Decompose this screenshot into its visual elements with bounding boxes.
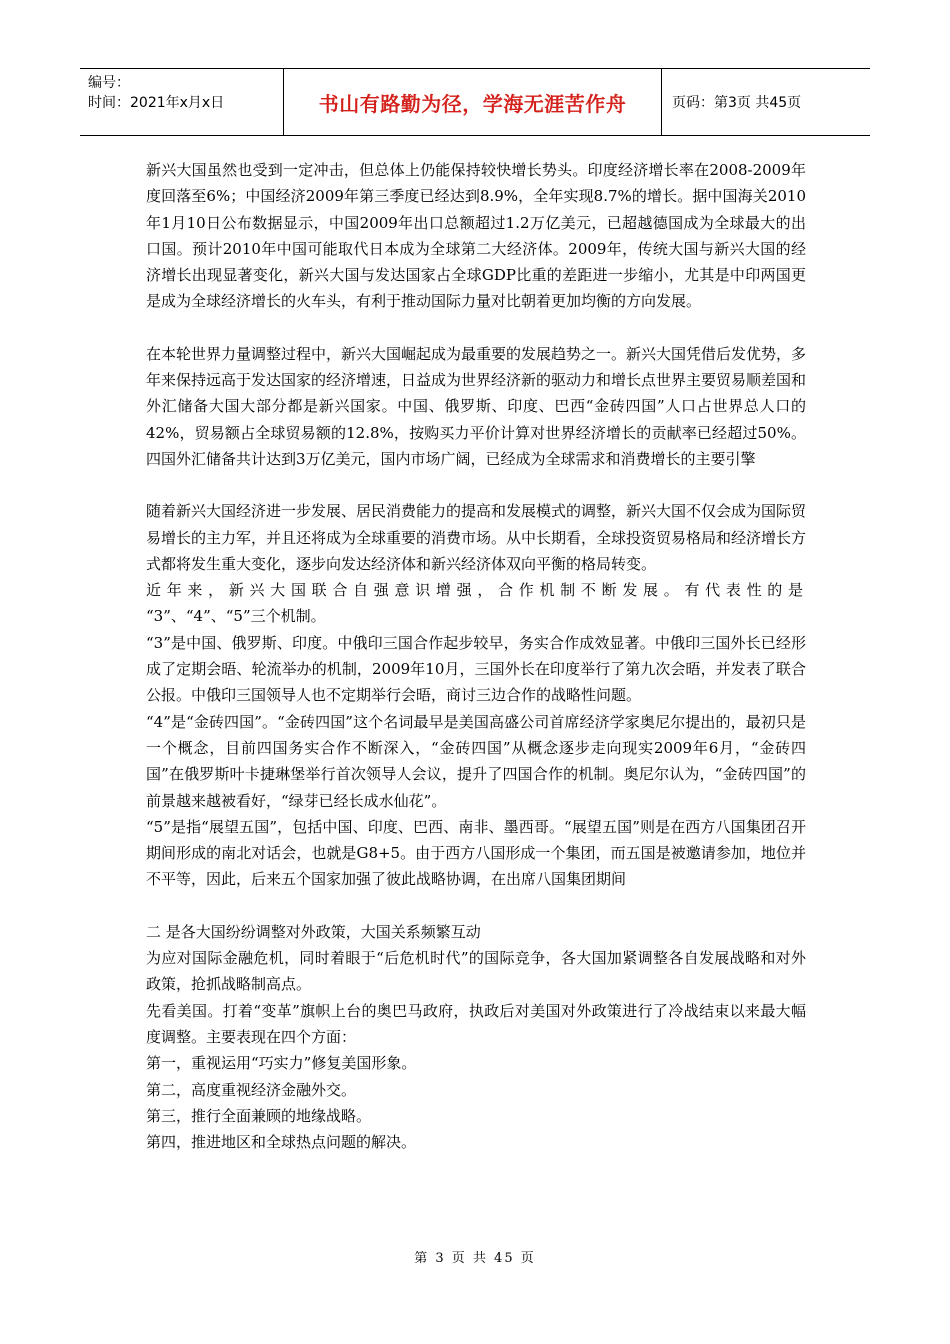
paragraph: “5”是指“展望五国”，包括中国、印度、巴西、南非、墨西哥。“展望五国”则是在西方八国集团召开期间形成的南北对话会，也就是G8+5。由于西方八国形成一个集团，而五国是被邀请参加，地位并不平等，因此，后来五个国家加强了彼此战略协调，在出席八国集团期间 (146, 817, 806, 889)
paragraph: 为应对国际金融危机，同时着眼于“后危机时代”的国际竞争，各大国加紧调整各自发展战略和对外政策，抢抓战略制高点。 (146, 949, 806, 994)
paragraph: “3”、“4”、“5”三个机制。 (146, 607, 326, 626)
header-page-info: 页码：第3页 共45页 (672, 95, 802, 111)
header-meta-cell (80, 69, 284, 135)
list-item: 第一，重视运用“巧实力”修复美国形象。 (146, 1054, 417, 1073)
list-item: 第二，高度重视经济金融外交。 (146, 1080, 357, 1099)
paragraph: “4”是“金砖四国”。“金砖四国”这个名词最早是美国高盛公司首席经济学家奥尼尔提出的，最初只是一个概念，目前四国务实合作不断深入，“金砖四国”从概念逐步走向现实2009年6月，“金砖四国”在俄罗斯叶卡捷琳堡举行首次领导人会议，提升了四国合作的机制。奥尼尔认为，“金砖四国”的前景越来越被看好，“绿芽已经长成水仙花”。 (146, 712, 806, 810)
paragraph: 随着新兴大国经济进一步发展、居民消费能力的提高和发展模式的调整，新兴大国不仅会成为国际贸易增长的主力军，并且还将成为全球重要的消费市场。从中长期看，全球投资贸易格局和经济增长方式都将发生重大变化，逐步向发达经济体和新兴经济体双向平衡的格局转变。 (146, 502, 807, 573)
section-heading: 二 是各大国纷纷调整对外政策，大国关系频繁互动 (146, 922, 481, 941)
page-header (80, 68, 870, 136)
header-motto: 书山有路勤为径，学海无涯苦作舟 (284, 69, 662, 135)
document-body (146, 157, 806, 1155)
document-date-label: 时间：2021年x月x日 (88, 95, 225, 111)
paragraph: 近年来，新兴大国联合自强意识增强，合作机制不断发展。有代表性的是 (146, 581, 806, 600)
paragraph: “3”是中国、俄罗斯、印度。中俄印三国合作起步较早，务实合作成效显著。中俄印三国外长已经形成了定期会晤、轮流举办的机制，2009年10月，三国外长在印度举行了第九次会晤，并发表了联合公报。中俄印三国领导人也不定期举行会晤，商讨三边合作的战略性问题。 (146, 633, 806, 705)
list-item: 第三，推行全面兼顾的地缘战略。 (146, 1106, 372, 1125)
document-number-label: 编号： (88, 75, 130, 91)
paragraph: 新兴大国虽然也受到一定冲击，但总体上仍能保持较快增长势头。印度经济增长率在2008-2009年度回落至6%；中国经济2009年第三季度已经达到8.9%，全年实现8.7%的增长。据中国海关2010年1月10日公布数据显示，中国2009年出口总额超过1.2万亿美元，已超越德国成为全球最大的出口国。预计2010年中国可能取代日本成为全球第二大经济体。2009年，传统大国与新兴大国的经济增长出现显著变化，新兴大国与发达国家占全球GDP比重的差距进一步缩小，尤其是中印两国更是成为全球经济增长的火车头，有利于推动国际力量对比朝着更加均衡的方向发展。 (146, 161, 806, 311)
list-item: 第四，推进地区和全球热点问题的解决。 (146, 1133, 417, 1152)
paragraph: 先看美国。打着“变革”旗帜上台的奥巴马政府，执政后对美国对外政策进行了冷战结束以来最大幅度调整。主要表现在四个方面： (146, 1001, 806, 1046)
page-footer: 第 3 页 共 45 页 (414, 1251, 536, 1266)
paragraph: 在本轮世界力量调整过程中，新兴大国崛起成为最重要的发展趋势之一。新兴大国凭借后发优势，多年来保持远高于发达国家的经济增速，日益成为世界经济新的驱动力和增长点世界主要贸易顺差国和外汇储备大国大部分都是新兴国家。中国、俄罗斯、印度、巴西“金砖四国”人口占世界总人口的42%，贸易额占全球贸易额的12.8%，按购买力平价计算对世界经济增长的贡献率已经超过50%。四国外汇储备共计达到3万亿美元，国内市场广阔，已经成为全球需求和消费增长的主要引擎 (146, 344, 807, 468)
